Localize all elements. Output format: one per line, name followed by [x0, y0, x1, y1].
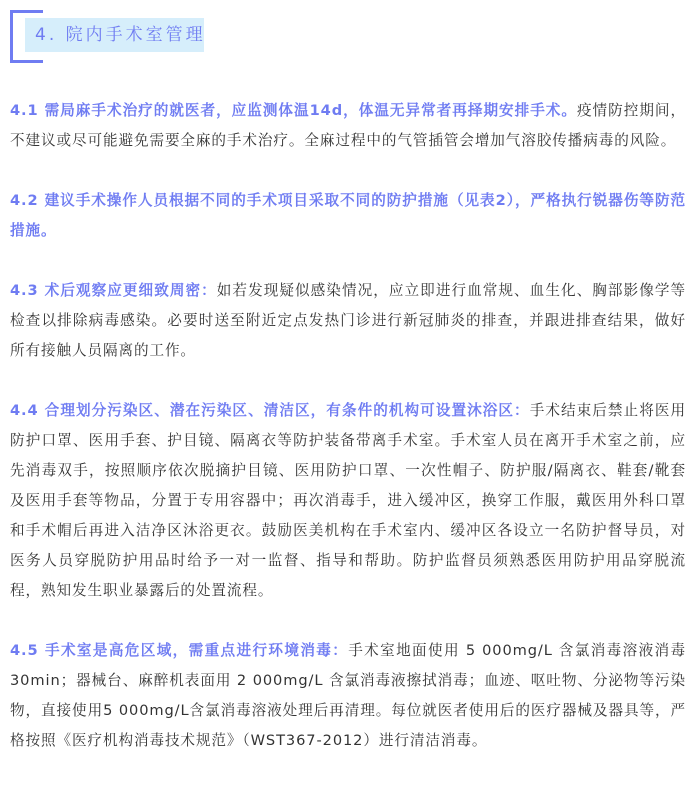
paragraph-4-5 [10, 636, 686, 756]
paragraph-heading: 4.5 手术室是高危区域，需重点进行环境消毒： [10, 642, 349, 659]
paragraph-4-3 [10, 276, 686, 366]
paragraph-heading: 4.3 术后观察应更细致周密： [10, 282, 217, 299]
paragraph-text: 疫情防控期间，不建议或尽可能避免需要全麻的手术治疗。全麻过程中的气管插管会增加气溶胶传播病毒的风险。 [10, 102, 686, 149]
section-title: 4. 院内手术室管理 [35, 25, 206, 45]
paragraph-text: 手术结束后禁止将医用防护口罩、医用手套、护目镜、隔离衣等防护装备带离手术室。手术室人员在离开手术室之前，应先消毒双手，按照顺序依次脱摘护目镜、医用防护口罩、一次性帽子、防护服/隔离衣、鞋套/靴套及医用手套等物品，分置于专用容器中；再次消毒手，进入缓冲区，换穿工作服，戴医用外科口罩和手术帽后再进入洁净区沐浴更衣。鼓励医美机构在手术室内、缓冲区各设立一名防护督导员，对医务人员穿脱防护用品时给予一对一监督、指导和帮助。防护监督员须熟悉医用防护用品穿脱流程，熟知发生职业暴露后的处置流程。 [10, 402, 686, 599]
paragraph-4-1 [10, 96, 686, 156]
section-heading [10, 10, 210, 62]
paragraph-text: 如若发现疑似感染情况，应立即进行血常规、血生化、胸部影像学等检查以排除病毒感染。必要时送至附近定点发热门诊进行新冠肺炎的排查，并跟进排查结果，做好所有接触人员隔离的工作。 [10, 282, 686, 359]
article-body [10, 96, 686, 786]
paragraph-4-4 [10, 396, 686, 606]
paragraph-heading: 4.1 需局麻手术治疗的就医者，应监测体温14d，体温无异常者再择期安排手术。 [10, 102, 577, 119]
paragraph-4-2 [10, 186, 686, 246]
section-title-box [25, 18, 204, 52]
paragraph-heading: 4.2 建议手术操作人员根据不同的手术项目采取不同的防护措施（见表2），严格执行锐器伤等防范措施。 [10, 192, 686, 239]
paragraph-heading: 4.4 合理划分污染区、潜在污染区、清洁区，有条件的机构可设置沐浴区： [10, 402, 530, 419]
paragraph-text: 手术室地面使用 5 000mg/L 含氯消毒溶液消毒30min；器械台、麻醉机表面用 2 000mg/L 含氯消毒液擦拭消毒；血迹、呕吐物、分泌物等污染物，直接使用5 000mg/L含氯消毒溶液处理后再清理。每位就医者使用后的医疗器械及器具等，严格按照《医疗机构消毒技术规范》（WST367-2012）进行清洁消毒。 [10, 642, 686, 749]
